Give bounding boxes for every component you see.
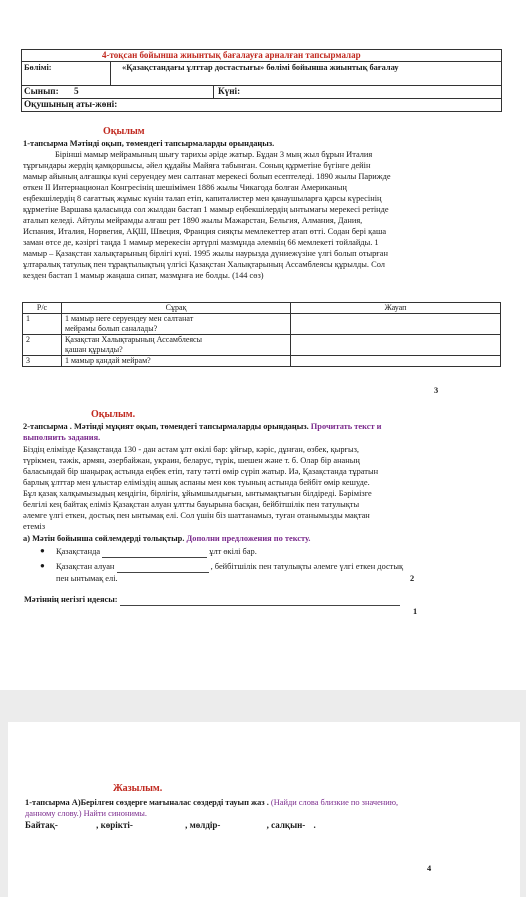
header-student-row <box>21 98 502 112</box>
score-3: 3 <box>434 386 439 395</box>
section-value: «Қазақстандағы ұлттар достастығы» бөлімі бойынша жиынтық бағалау <box>122 63 399 72</box>
word-korikti: , көрікті- <box>96 820 133 830</box>
task2-instruction-ru: выполнить задания. <box>23 433 101 442</box>
text-line: мамыр айының алғашқы күні серуендеу мен салтанат мерекесі болып есептеледі. 1890 жылы Парижде <box>23 172 391 181</box>
score-2: 2 <box>410 574 415 583</box>
header-cell: Жауап <box>291 303 501 314</box>
writing-task: 1-тапсырма А)Берілген сөздерге мағыналас сөздерді тауып жаз . (Найди слова близкие по значению, <box>25 798 399 807</box>
task2-instruction: 2-тапсырма . Мәтінді мұқият оқып, төмендегі тапсырмаларды орындаңыз. Прочитать текст и <box>23 422 382 431</box>
text-line: тұрғындары жердің қамқоршысы, әйел құдайы Майяға табынған. Соның құрметіне бүгінге дейін <box>23 161 371 170</box>
worksheet-page-2 <box>8 722 520 897</box>
table-header-row <box>23 303 501 314</box>
fill-in-sentence-2: Қазақстан алуан , бейбітшілік пен татулықты әлемге үлгі еткен достық <box>56 562 404 571</box>
page-number: 4 <box>427 864 432 873</box>
text-line: аталып келеді. Айтулы мейрамды алғаш рет 1890 жылы Мажарстан, Бельгия, Алмания, Дания, <box>23 216 363 225</box>
task1-instruction: 1-тапсырма Мәтінді оқып, төмендегі тапсырмаларды орындаңыз. <box>23 139 275 148</box>
subtask-a: а) Мәтін бойынша сөйлемдерді толықтыр. Дополни предложения по тексту. <box>23 534 311 543</box>
bullet-icon: ● <box>40 546 45 555</box>
question-cell: 1 мамыр неге серуендеу мен салтанат мейрамы болып саналады? <box>62 314 291 335</box>
header-section-row <box>21 61 502 86</box>
synonym-words-row: Байтақ- , көрікті- , мөлдір- , салқын- . <box>25 820 316 830</box>
text-line: түрікмен, тәжік, армян, әзербайжан, украин, беларус, түрік, шешен және т. б. Олар бір ананың <box>23 456 360 465</box>
row-number: 2 <box>23 335 62 356</box>
bullet-icon: ● <box>40 561 45 570</box>
table-row <box>23 335 501 356</box>
answer-cell[interactable] <box>291 356 501 367</box>
day-label: Күні: <box>218 86 241 96</box>
text-line: барлық ұлттар мен ұлыстар елімiздің ашық аспаны мен көк туының астында бейбіт өмір кешуде. <box>23 478 370 487</box>
header-cell: Сұрақ <box>62 303 291 314</box>
text-line: мамыр – Қазақстан халықтарының бірлігі күні. 1995 жылы наурызда дүниежүзіне үлгі болып отырған <box>23 249 388 258</box>
text-line: әлемге үлгі еткен, достық пен ынтымақ елі. Сол үшін біз шаттанамыз, туған отанымызды мақтан <box>23 511 370 520</box>
questions-table <box>22 302 501 367</box>
fill-in-sentence-1: Қазақстанда ұлт өкілі бар. <box>56 547 257 556</box>
reading2-heading: Оқылым. <box>91 409 136 420</box>
reading-heading: Оқылым <box>103 126 145 137</box>
main-idea-prompt: Мәтіннің негізгі идеясы: <box>24 594 400 606</box>
text-line: белгілі кең байтақ еліміз Қазақстан алуан ұлтты бауырына басқан, бейбітшілік пен татулықты <box>23 500 360 509</box>
text-line: заман өтсе де, кәзіргі таңда 1 мамыр мерекесін әртүрлі мазмұнда әлемнің 66 мемлекеті тойлайды. 1 <box>23 238 379 247</box>
header-cell: Р/с <box>23 303 62 314</box>
table-row <box>23 356 501 367</box>
blank-line[interactable] <box>102 548 207 558</box>
question-cell: Қазақстан Халықтарының Ассамблеясы қашан құрылды? <box>62 335 291 356</box>
header-class-row <box>21 85 502 99</box>
text-line: етеміз <box>23 522 46 531</box>
writing-heading: Жазылым. <box>113 783 163 794</box>
word-baitaq: Байтақ- <box>25 820 58 830</box>
text-line: ұлтаралық татулық пен тұрақтылықтың үлгісі Қазақстан Халықтарының Ассамблеясы құрылды. Сол <box>23 260 385 269</box>
question-cell: 1 мамыр қандай мейрам? <box>62 356 291 367</box>
main-idea-line[interactable] <box>120 596 400 606</box>
text-line: кезден бастап 1 мамыр жаңаша сипат, мазмұнға ие болды. (144 сөз) <box>23 271 264 280</box>
text-line: еңбекшілердің 8 сағаттық жұмыс күнін талап етіп, капиталистер мен қанаушыларға қарсы күресінің <box>23 194 382 203</box>
text-line: өткен II Интернационал Конгресінің шешімімен 1886 жылы Чикагода болған Американың <box>23 183 347 192</box>
word-salqyn: , салқын- <box>266 820 306 830</box>
text-line: Бірінші мамыр мейрамының шығу тарихы әріде жатыр. Бұдан 3 мың жыл бұрын Италия <box>55 150 373 159</box>
fill-in-sentence-2-cont: пен ынтымақ елі. <box>56 574 118 583</box>
section-label: Бөлімі: <box>24 63 52 72</box>
table-row <box>23 314 501 335</box>
header-title: 4-тоқсан бойынша жиынтық бағалауға арналған тапсырмалар <box>102 50 361 60</box>
text-line: Бұл қазақ халқымызыдың кеңдігін, бірлігін, ұйымшылдығын, ынтымақтығын білдіреді. Бәрімізге <box>23 489 372 498</box>
answer-cell[interactable] <box>291 335 501 356</box>
score-1: 1 <box>413 607 418 616</box>
answer-cell[interactable] <box>291 314 501 335</box>
word-moldir: , мөлдір- <box>185 820 221 830</box>
writing-task-ru: данному слову.) Найти синонимы. <box>25 809 147 818</box>
text-line: құрметіне Варшава қаласында сол жылдан бастап 1 мамыр еңбекшілердің ынтымағы мерекесі ретінде <box>23 205 389 214</box>
text-line: баласындай бір шаңырақ астында еңбек етіп, тату тәтті өмір сүріп жатыр. Иә, Қазақстанда тұратын <box>23 467 379 476</box>
text-line: Испания, Италия, Норвегия, АҚШ, Швеция, Франция сияқты мемлекеттер атап өтті. Содан бері қаша <box>23 227 387 236</box>
row-number: 1 <box>23 314 62 335</box>
row-number: 3 <box>23 356 62 367</box>
text-line: Біздің елімізде Қазақстанда 130 - дан астам ұлт өкілі бар: ұйғыр, кәріс, дұнған, өзбек, қырғыз, <box>23 445 360 454</box>
blank-line[interactable] <box>117 563 209 573</box>
student-name-label: Оқушының аты-жөні: <box>24 99 118 109</box>
class-value: 5 <box>74 86 79 96</box>
class-label: Сынып: <box>24 86 59 96</box>
